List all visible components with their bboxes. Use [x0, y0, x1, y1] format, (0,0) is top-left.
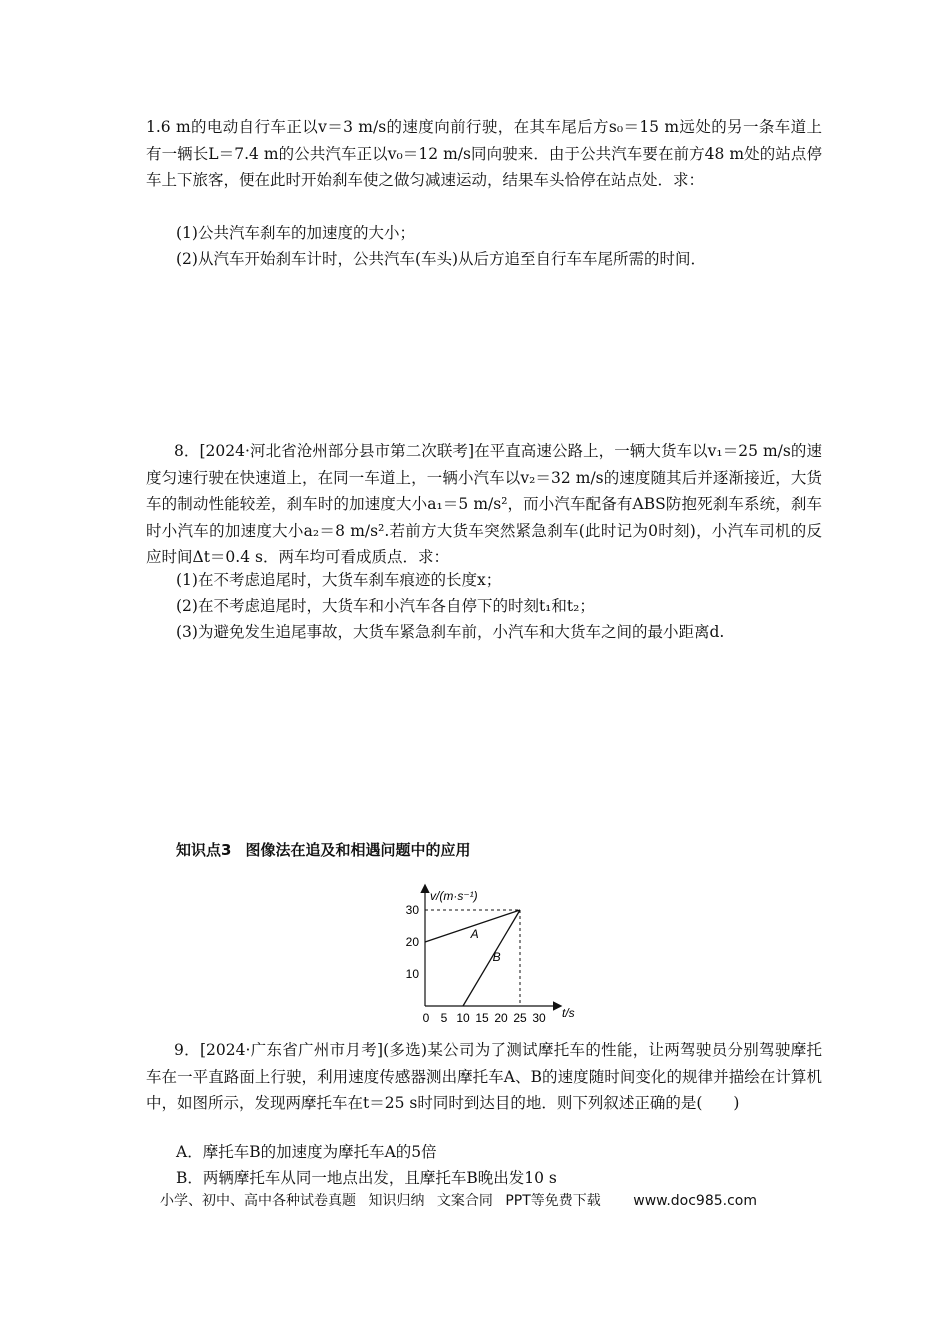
footer — [160, 1190, 765, 1210]
x-axis-label: t/s — [562, 1006, 575, 1020]
section-label: 知识点3 — [176, 841, 232, 859]
section-heading — [176, 839, 470, 860]
x-tick-label: 15 — [475, 1011, 489, 1025]
footer-text-4: PPT等免费下载 — [505, 1193, 601, 1209]
problem9-paragraph: 9．[2024·广东省广州市月考](多选)某公司为了测试摩托车的性能，让两驾驶员分别驾驶摩托车在一平直路面上行驶，利用速度传感器测出摩托车A、B的速度随时间变化的规律并描绘在计算机中，如图所示，发现两摩托车在t＝25 s时同时到达目的地．则下列叙述正确的是( ) — [146, 1041, 822, 1112]
problem9-option-a: A．摩托车B的加速度为摩托车A的5倍 — [176, 1143, 437, 1161]
y-axis-label: v/(m·s⁻¹) — [430, 889, 478, 903]
problem7-question-1: (1)公共汽车刹车的加速度的大小； — [176, 224, 415, 242]
problem9-option-b: B．两辆摩托车从同一地点出发，且摩托车B晚出发10 s — [176, 1169, 557, 1187]
series-label-b: B — [492, 950, 501, 965]
footer-text-3: 文案合同 — [436, 1193, 493, 1209]
section-title-text: 图像法在追及和相遇问题中的应用 — [245, 841, 471, 859]
x-tick-label: 5 — [440, 1011, 448, 1025]
problem7-question-2: (2)从汽车开始刹车计时，公共汽车(车头)从后方追至自行车车尾所需的时间． — [176, 250, 707, 268]
problem8-question-3: (3)为避免发生追尾事故，大货车紧急刹车前，小汽车和大货车之间的最小距离d. — [176, 623, 725, 641]
y-tick-label: 20 — [405, 935, 419, 949]
problem7-paragraph: 1.6 m的电动自行车正以v＝3 m/s的速度向前行驶，在其车尾后方s₀＝15 m远处的另一条车道上有一辆长L＝7.4 m的公共汽车正以v₀＝12 m/s同向驶来．由于公共汽车要在前方48 m处的站点停车上下旅客，便在此时开始刹车使之做匀减速运动，结果车头恰停在站点处．求： — [146, 118, 822, 189]
footer-text-2: 知识归纳 — [368, 1193, 425, 1209]
series-label-a: A — [470, 926, 479, 941]
series-line-b — [463, 910, 520, 1006]
velocity-time-chart — [370, 880, 590, 1030]
problem8-question-2: (2)在不考虑追尾时，大货车和小汽车各自停下的时刻t₁和t₂； — [176, 597, 595, 615]
footer-url[interactable]: www.doc985.com — [633, 1193, 757, 1209]
x-tick-label: 30 — [532, 1011, 546, 1025]
problem8-paragraph: 8．[2024·河北省沧州部分县市第二次联考]在平直高速公路上，一辆大货车以v₁＝25 m/s的速度匀速行驶在快速道上，在同一车道上，一辆小汽车以v₂＝32 m/s的速度随其后并逐渐接近，大货车的制动性能较差，刹车时的加速度大小a₁＝5 m/s²，而小汽车配备有ABS防抱死刹车系统，刹车时小汽车的加速度大小a₂＝8 m/s².若前方大货车突然紧急刹车(此时记为0时刻)，小汽车司机的反应时间Δt＝0.4 s．两车均可看成质点．求： — [146, 442, 822, 566]
problem8-question-1: (1)在不考虑追尾时，大货车刹车痕迹的长度x； — [176, 571, 502, 589]
x-tick-label: 10 — [456, 1011, 470, 1025]
x-tick-label: 25 — [513, 1011, 527, 1025]
y-tick-label: 30 — [405, 903, 419, 917]
footer-text-1: 小学、初中、高中各种试卷真题 — [160, 1193, 356, 1209]
x-tick-label: 20 — [494, 1011, 508, 1025]
y-tick-label: 10 — [405, 967, 419, 981]
x-tick-label: 0 — [422, 1011, 430, 1025]
